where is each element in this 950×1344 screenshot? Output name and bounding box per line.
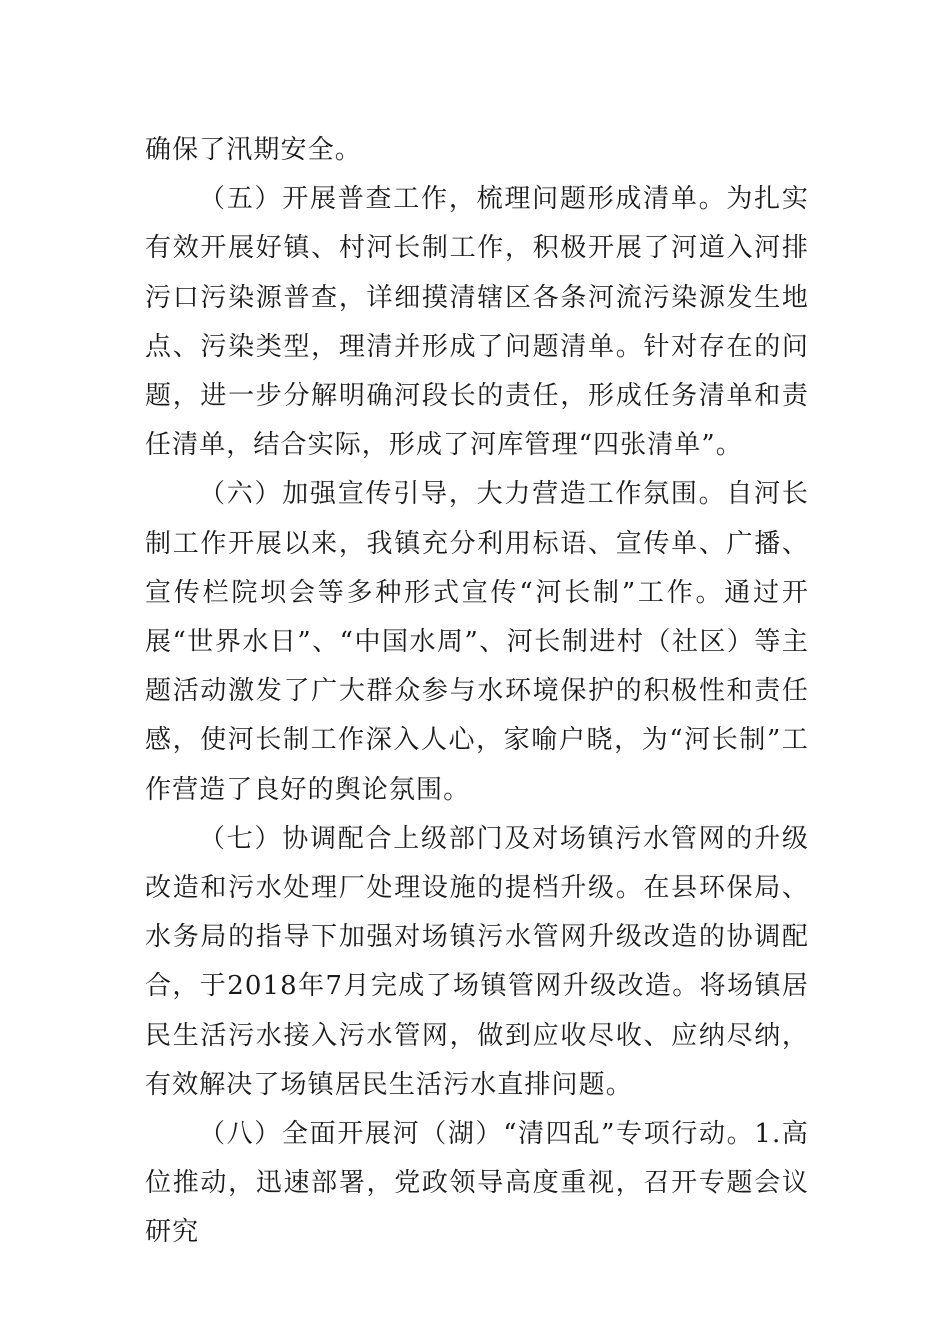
document-body [145,126,809,1258]
paragraph-section-7: （七）协调配合上级部门及对场镇污水管网的升级改造和污水处理厂处理设施的提档升级。在县环保局、水务局的指导下加强对场镇污水管网升级改造的协调配合，于2018年7月完成了场镇管网升级改造。将场镇居民生活污水接入污水管网，做到应收尽收、应纳尽纳，有效解决了场镇居民生活污水直排问题。 [145,823,809,1100]
paragraph-section-6: （六）加强宣传引导，大力营造工作氛围。自河长制工作开展以来，我镇充分利用标语、宣传单、广播、宣传栏院坝会等多种形式宣传“河长制”工作。通过开展“世界水日”、“中国水周”、河长制进村（社区）等主题活动激发了广大群众参与水环境保护的积极性和责任感，使河长制工作深入人心，家喻户晓，为“河长制”工作营造了良好的舆论氛围。 [145,479,809,805]
paragraph-continuation: 确保了汛期安全。 [145,135,362,165]
paragraph-section-8: （八）全面开展河（湖）“清四乱”专项行动。1.高位推动，迅速部署，党政领导高度重视，召开专题会议研究 [145,1119,809,1248]
paragraph-section-5: （五）开展普查工作，梳理问题形成清单。为扎实有效开展好镇、村河长制工作，积极开展了河道入河排污口污染源普查，详细摸清辖区各条河流污染源发生地点、污染类型，理清并形成了问题清单。针对存在的问题，进一步分解明确河段长的责任，形成任务清单和责任清单，结合实际，形成了河库管理“四张清单”。 [145,184,809,461]
